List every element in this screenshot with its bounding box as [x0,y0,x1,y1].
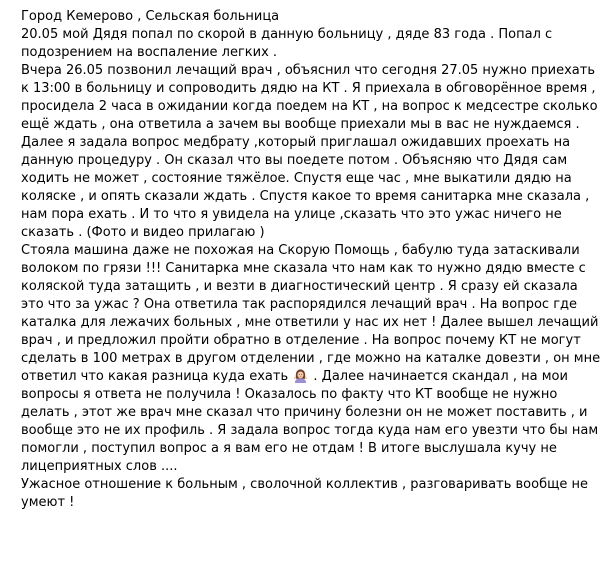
post-line: это что за ужас ? Она ответила так распорядился лечащий врач . На вопрос где [21,297,578,312]
post-line: Ужасное отношение к больным , сволочной коллектив , разговаривать вообще не [21,477,588,492]
post-line: каталка для лежачих больных , мне ответили у нас их нет ! Далее вышел лечащий [21,315,599,330]
post-line: ходить не может , состояние тяжёлое. Спустя еще час , мне выкатили дядю на [21,171,572,186]
post-line: нам пора ехать . И то что я увидела на улице ,сказать что это ужас ничего не [21,207,562,222]
post-line: врач , и предложил пройти обратно в отделение . На вопрос почему КТ не могут [21,333,581,348]
post-line: вообще это не их профиль . Я задала вопрос тогда куда нам его увезти что бы нам [21,423,599,438]
post-line: Стояла машина даже не похожая на Скорую Помощь , бабулю туда затаскивали [21,243,580,258]
post-line: данную процедуру . Он сказал что вы поедете потом . Объясняю что Дядя сам [21,153,568,168]
post-line: сделать в 100 метрах в другом отделении , где можно на каталке довезти , он мне [21,351,601,366]
woman-shrugging-emoji-icon [293,368,308,383]
post-line: коляской туда затащить , и везти в диагностический центр . Я сразу ей сказала [21,279,578,294]
post-line: к 13:00 в больницу и сопроводить дядю на КТ . Я приехала в обговорённое время , [21,81,596,96]
post-line: Город Кемерово , Сельская больница [21,9,280,24]
post-line: коляске , и опять сказали ждать . Спустя какое то время санитарка мне сказала , [21,189,590,204]
post-line: Далее я задала вопрос медбрату ,который приглашал ожидавших проехать на [21,135,571,150]
post-line: лицеприятных слов .... [21,459,178,474]
post-line: Вчера 26.05 позвонил лечащий врач , объяснил что сегодня 27.05 нужно приехать [21,63,596,78]
post-line: помогли , поступил вопрос а я вам его не отдам ! В итоге выслушала кучу не [21,441,557,456]
post-line: делать , этот же врач мне сказал что причину болезни он не может поставить , и [21,405,588,420]
post-line-start: ответил что какая разница куда ехать [21,369,289,384]
post-line-end: . Далее начинается скандал , на мои [313,369,568,384]
post-line: подозрением на воспаление легких . [21,45,278,60]
post-text [21,8,601,512]
post-line: просидела 2 часа в ожидании когда поедем на КТ , на вопрос к медсестре сколько [21,99,598,114]
post-line: ещё ждать , она ответила а зачем вы вообще приехали мы в вас не нуждаемся . [21,117,580,132]
post-line: 20.05 мой Дядя попал по скорой в данную больницу , дяде 83 года . Попал с [21,27,553,42]
post-line: умеют ! [21,495,75,510]
post-line: вопросы я ответа не получила ! Оказалось по факту что КТ вообще не нужно [21,387,558,402]
post-line-with-emoji [21,368,601,386]
post-line: сказать . (Фото и видео прилагаю ) [21,225,265,240]
post-line: волоком по грязи !!! Санитарка мне сказала что нам как то нужно дядю вместе с [21,261,586,276]
